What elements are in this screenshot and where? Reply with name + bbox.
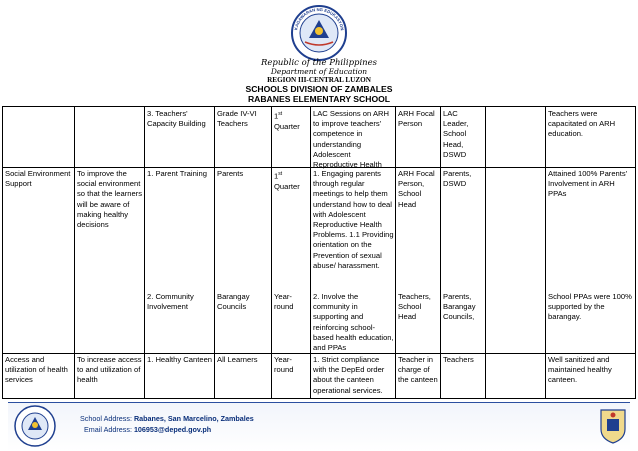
seal-lettering: KAGAWARAN NG EDUKASYON xyxy=(293,6,345,31)
cell-partners: Parents, DSWD xyxy=(443,169,472,189)
cell-strategy: 3. Teachers' Capacity Building xyxy=(147,109,206,129)
cell-target: Barangay Councils xyxy=(217,292,250,312)
cell-activities: 2. Involve the community in supporting and reinforcing school-based health education, and PPAs xyxy=(313,292,394,353)
cell-outcome: Teachers were capacitated on ARH education. xyxy=(548,109,616,139)
cell-strategy: 1. Healthy Canteen xyxy=(147,355,213,364)
cell-target: Parents xyxy=(217,169,244,178)
cell-outcome: Attained 100% Parents' Involvement in ARH PPAs xyxy=(548,169,628,199)
cell-timeframe: 1st Quarter xyxy=(274,171,300,191)
cell-outcome: School PPAs were 100% supported by the barangay. xyxy=(548,292,632,322)
cell-activities: 1. Strict compliance with the DepEd order about the canteen operational services. xyxy=(313,355,385,395)
cell-target: Grade IV-VI Teachers xyxy=(217,109,257,129)
header-republic: Republic of the Philippines xyxy=(260,58,378,68)
cell-partners: Parents, Barangay Councils, xyxy=(443,292,476,322)
header-region: REGION III-CENTRAL LUZON xyxy=(267,76,371,84)
footer-divider xyxy=(8,402,630,403)
header-department: Department of Education xyxy=(270,67,368,76)
cell-area: Social Environment Support xyxy=(5,169,71,189)
cell-strategy: 1. Parent Training xyxy=(147,169,207,178)
column-divider xyxy=(485,106,486,399)
cell-activities: 1. Engaging parents through regular meetings to help them understand how to deal with Adolescent Reproductive Health Problems. 1.1 Providing orientation on the Prevention of sexual abuse/ harassment. xyxy=(313,169,394,270)
cell-objective: To increase access to and utilization of health xyxy=(77,355,142,385)
table-border-bottom xyxy=(2,398,636,399)
cell-timeframe: Year-round xyxy=(274,355,294,375)
cell-outcome: Well sanitized and maintained healthy canteen. xyxy=(548,355,612,385)
cell-partners: Teachers xyxy=(443,355,474,364)
cell-timeframe: 1st Quarter xyxy=(274,111,300,131)
cell-responsible: Teachers, School Head xyxy=(398,292,431,322)
cell-timeframe: Year-round xyxy=(274,292,294,312)
cell-activities: LAC Sessions on ARH to improve teachers' competence in understanding Adolescent Reproductive Health xyxy=(313,109,389,170)
cell-responsible: ARH Focal Person xyxy=(398,109,435,129)
action-plan-table xyxy=(2,106,636,399)
school-email: Email Address: 106953@deped.gov.ph xyxy=(84,425,212,434)
school-logo xyxy=(598,407,628,445)
cell-strategy: 2. Community Involvement xyxy=(147,292,194,312)
cell-responsible: ARH Focal Person, School Head xyxy=(398,169,435,209)
cell-area: Access and utilization of health services xyxy=(5,355,68,385)
header-division: SCHOOLS DIVISION OF ZAMBALES xyxy=(245,84,393,94)
deped-footer-seal-logo xyxy=(14,405,56,447)
cell-responsible: Teacher in charge of the canteen xyxy=(398,355,438,385)
column-divider xyxy=(635,106,636,399)
deped-seal-logo xyxy=(285,4,353,62)
school-address: School Address: Rabanes, San Marcelino, Zambales xyxy=(80,414,254,423)
header-school: RABANES ELEMENTARY SCHOOL xyxy=(247,94,391,104)
cell-objective: To improve the social environment so that the learners will be aware of making healthy decisions xyxy=(77,169,143,230)
cell-partners: LAC Leader, School Head, DSWD xyxy=(443,109,469,159)
table-border-top xyxy=(2,106,636,107)
cell-target: All Learners xyxy=(217,355,258,364)
